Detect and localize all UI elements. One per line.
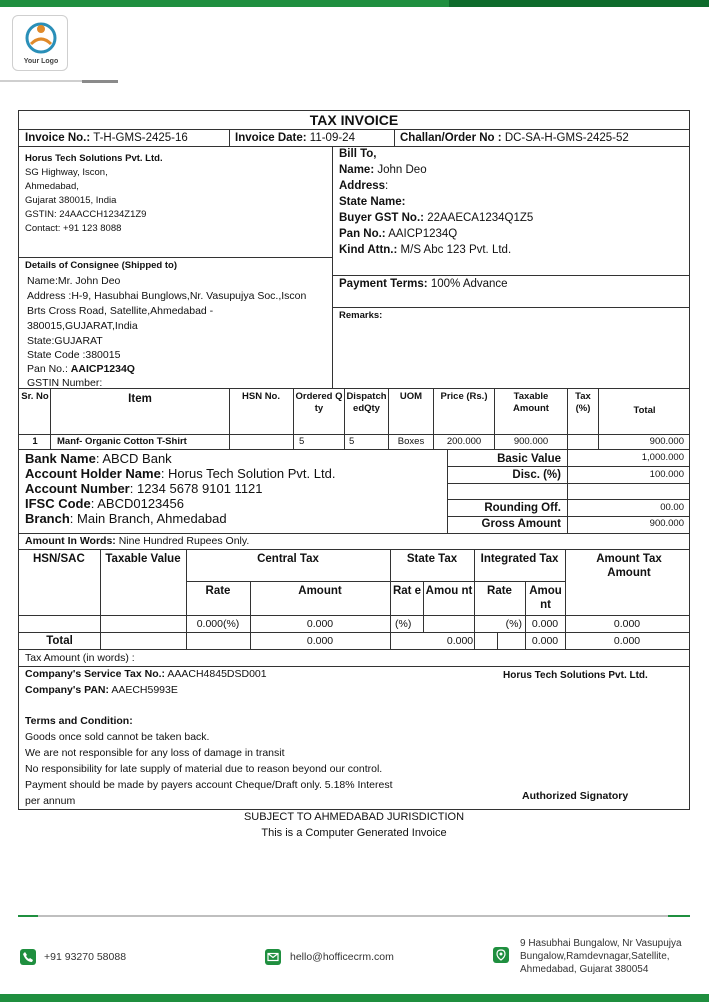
footer-address-line: Bungalow,Ramdevnagar,Satellite, (520, 951, 670, 962)
tax-row-int-amount: 0.000 (531, 618, 559, 630)
bill-to-attn: Kind Attn.: M/S Abc 123 Pvt. Ltd. (339, 244, 512, 256)
footer-address-line: 9 Hasubhai Bungalow, Nr Vasupujya (520, 938, 682, 949)
seller-address-line: Ahmedabad, (25, 181, 79, 192)
amount-in-words: Amount In Words: Nine Hundred Rupees Only. (25, 535, 250, 547)
seller-contact: Contact: +91 123 8088 (25, 223, 122, 234)
footer-email[interactable]: hello@hofficecrm.com (290, 951, 394, 963)
item-dispatched-qty: 5 (349, 436, 355, 447)
location-icon (493, 947, 509, 963)
footer-divider-accent (668, 915, 690, 917)
col-header-total: Total (633, 405, 656, 416)
consignee-pan: Pan No.: AAICP1234Q (27, 363, 135, 375)
tax-row-state-rate: (%) (395, 618, 412, 630)
bill-to-address: Address: (339, 180, 389, 192)
consignee-address-line: 380015,GUJARAT,India (27, 320, 138, 332)
tax-amount-words: Tax Amount (in words) : (25, 652, 135, 664)
header-divider-accent (82, 80, 118, 83)
rounding-value: 00.00 (660, 502, 684, 513)
terms-line: Goods once sold cannot be taken back. (25, 731, 210, 743)
email-icon (265, 949, 281, 965)
seller-gstin: GSTIN: 24AACCH1234Z1Z9 (25, 209, 147, 220)
consignee-address-line: Brts Cross Road, Satellite,Ahmedabad - (27, 305, 214, 317)
col-header-taxable: Taxable Amount (513, 391, 549, 414)
bottom-accent-bar (0, 994, 709, 1002)
bill-to-state: State Name: (339, 196, 406, 208)
tax-sub-amount: Amount (298, 585, 342, 597)
terms-heading: Terms and Condition: (25, 715, 133, 727)
bill-to-heading: Bill To, (339, 148, 377, 160)
item-price: 200.000 (446, 436, 482, 447)
footer-address-line: Ahmedabad, Gujarat 380054 (520, 964, 649, 975)
consignee-heading: Details of Consignee (Shipped to) (25, 260, 178, 271)
consignee-gstin: GSTIN Number: (27, 377, 103, 389)
col-header-uom: UOM (399, 391, 423, 402)
bill-to-name: Name: John Deo (339, 164, 427, 176)
basic-value-label: Basic Value (497, 453, 561, 465)
gross-amount-label: Gross Amount (481, 518, 561, 530)
remarks-label: Remarks: (339, 310, 383, 321)
item-ordered-qty: 5 (299, 436, 305, 447)
tax-header-central: Central Tax (257, 553, 319, 565)
bill-to-pan: Pan No.: AAICP1234Q (339, 228, 458, 240)
company-pan: Company's PAN: AAECH5993E (25, 684, 178, 696)
col-header-price: Price (Rs.) (440, 391, 488, 402)
footer-divider-accent (18, 915, 38, 917)
item-total: 900.000 (649, 436, 684, 447)
top-accent-bar (0, 0, 709, 7)
tax-sub-int-rate: Rate (487, 585, 512, 597)
payment-terms: Payment Terms: 100% Advance (339, 278, 508, 290)
invoice-number: Invoice No.: T-H-GMS-2425-16 (25, 132, 188, 144)
basic-value: 1,000.000 (641, 452, 684, 463)
consignee-state-code: State Code :380015 (27, 349, 121, 361)
tax-total-int: 0.000 (531, 635, 559, 647)
company-logo (12, 15, 68, 71)
tax-total-label: Total (46, 635, 73, 647)
challan-number: Challan/Order No : DC-SA-H-GMS-2425-52 (400, 132, 629, 144)
company-service-tax: Company's Service Tax No.: AAACH4845DSD001 (25, 668, 267, 680)
bank-branch: Branch: Main Branch, Ahmedabad (25, 511, 227, 526)
col-header-hsn: HSN No. (242, 391, 280, 402)
discount-label: Disc. (%) (512, 469, 561, 481)
tax-sub-state-rate: Rat e (392, 585, 422, 597)
bank-holder: Account Holder Name: Horus Tech Solution Pvt. Ltd. (25, 466, 336, 481)
tax-row-total: 0.000 (613, 618, 641, 630)
invoice-title: TAX INVOICE (309, 112, 399, 128)
tax-row-central-rate: 0.000(%) (196, 618, 240, 630)
phone-icon (20, 949, 36, 965)
footer-phone[interactable]: +91 93270 58088 (44, 951, 127, 963)
tax-header-state: State Tax (406, 553, 458, 565)
bank-account: Account Number: 1234 5678 9101 1121 (25, 481, 263, 496)
tax-header-integrated: Integrated Tax (480, 553, 559, 565)
logo-mark-icon (13, 16, 69, 58)
tax-sub-rate: Rate (205, 585, 231, 597)
col-header-item: Item (128, 393, 152, 405)
tax-total-central: 0.000 (306, 635, 334, 647)
tax-total-state: 0.000 (446, 635, 474, 647)
tax-sub-int-amount: Amou nt (529, 585, 562, 612)
signatory-company: Horus Tech Solutions Pvt. Ltd. (503, 670, 648, 681)
col-header-tax: Tax (%) (575, 391, 591, 414)
tax-row-int-rate: (%) (505, 618, 522, 630)
rounding-label: Rounding Off. (484, 502, 561, 514)
item-srno: 1 (32, 436, 38, 447)
consignee-state: State:GUJARAT (27, 335, 103, 347)
discount-value: 100.000 (649, 469, 684, 480)
terms-line: No responsibility for late supply of material due to reason beyond our control. (25, 763, 383, 775)
invoice-date: Invoice Date: 11-09-24 (235, 132, 355, 144)
jurisdiction-note: SUBJECT TO AHMEDABAD JURISDICTION (243, 811, 465, 823)
item-name: Manf- Organic Cotton T-Shirt (57, 436, 187, 447)
gross-amount-value: 900.000 (649, 518, 684, 529)
item-taxable: 900.000 (513, 436, 549, 447)
bank-ifsc: IFSC Code: ABCD0123456 (25, 496, 184, 511)
generated-note: This is a Computer Generated Invoice (261, 827, 447, 839)
tax-header-amount: Amount Tax Amount (596, 553, 662, 580)
tax-header-taxable: Taxable Value (105, 553, 181, 565)
authorized-signatory: Authorized Signatory (522, 790, 629, 802)
tax-row-central-amount: 0.000 (306, 618, 334, 630)
tax-sub-state-amount: Amou nt (425, 585, 473, 597)
logo-text: Your Logo (23, 58, 59, 65)
terms-line: Payment should be made by payers account Cheque/Draft only. 5.18% Interest (25, 779, 393, 791)
terms-line: We are not responsible for any loss of damage in transit (25, 747, 285, 759)
consignee-address-line: Address :H-9, Hasubhai Bunglows,Nr. Vasupujya Soc.,Iscon (27, 290, 307, 302)
invoice-document (18, 110, 690, 810)
footer-divider (18, 915, 690, 917)
col-header-srno: Sr. No (21, 391, 49, 402)
bank-name: Bank Name: ABCD Bank (25, 451, 172, 466)
seller-address-line: Gujarat 380015, India (25, 195, 117, 206)
terms-line: per annum (25, 795, 76, 807)
consignee-name: Name:Mr. John Deo (27, 275, 121, 287)
footer-address (520, 937, 682, 976)
item-uom: Boxes (397, 436, 425, 447)
seller-address-line: SG Highway, Iscon, (25, 167, 108, 178)
bill-to-gst: Buyer GST No.: 22AAECA1234Q1Z5 (339, 212, 534, 224)
tax-total-amount: 0.000 (613, 635, 641, 647)
tax-header-hsn: HSN/SAC (33, 553, 85, 565)
col-header-dispatched-qty: DispatchedQty (346, 391, 387, 414)
col-header-ordered-qty: Ordered Qty (295, 391, 343, 414)
seller-name: Horus Tech Solutions Pvt. Ltd. (25, 153, 163, 164)
